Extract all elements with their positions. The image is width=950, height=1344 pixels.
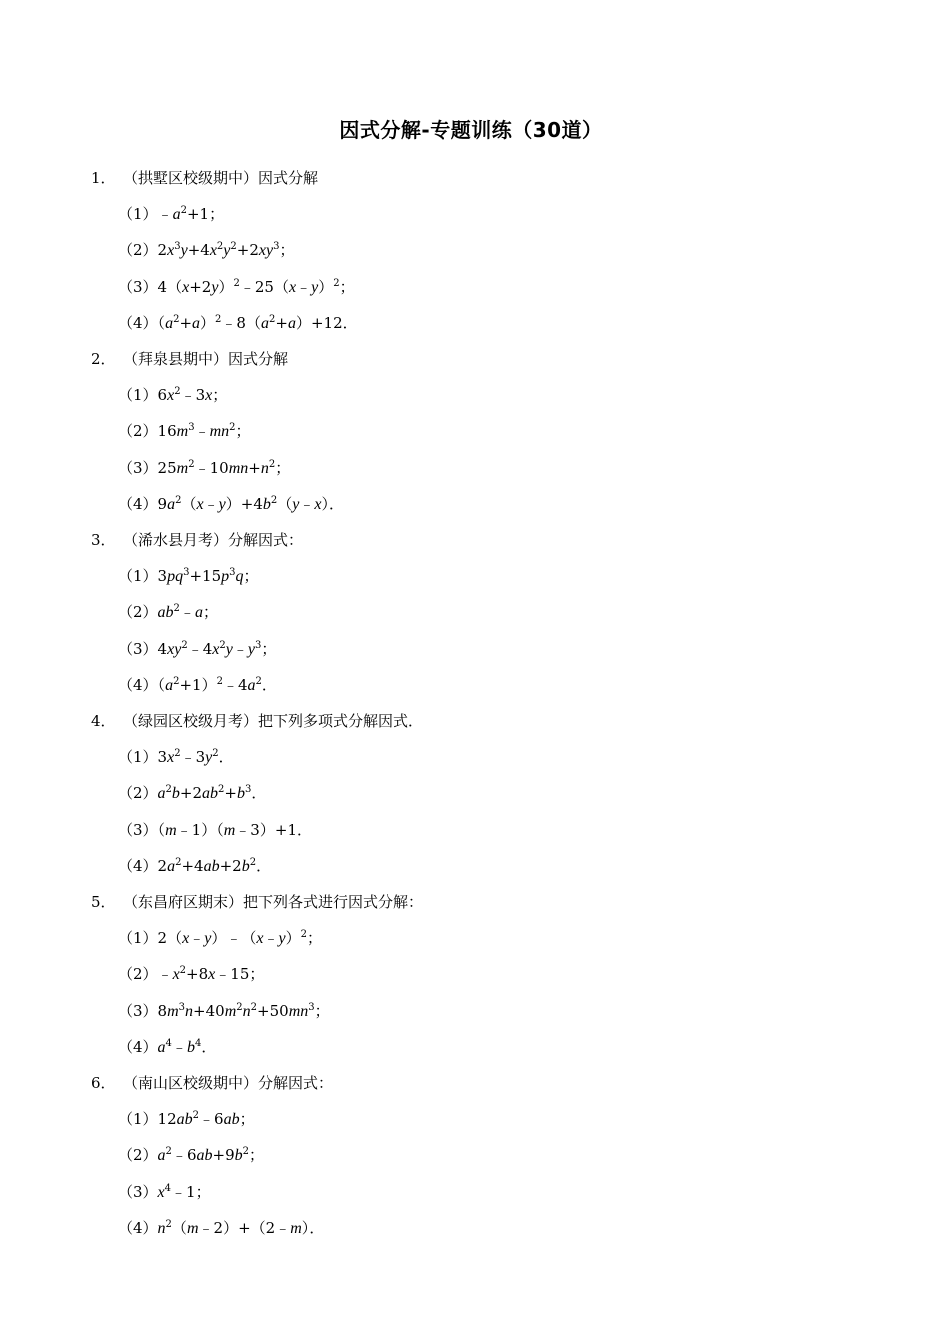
question-number: 6． [91,1074,116,1092]
sub-item: $(1)3x^2﹣3y^2$． [118,748,234,767]
sub-item: $(1)3pq^3+15p^3q$； [118,567,259,586]
question-1 [91,168,318,188]
sub-item: $(3)4(x+2y)^2﹣25(x﹣y)^2$； [118,277,355,296]
question-number: 5． [91,893,116,911]
sub-item: $(4)(a^2+a)^2﹣8(a^2+a)+12$． [118,313,358,332]
question-3 [91,530,303,550]
sub-item: $(3)4xy^2﹣4x^2y﹣y^3$； [118,639,277,658]
sub-item: $(1)12ab^2﹣6ab$； [118,1110,255,1129]
question-text: （东昌府区期末）把下列各式进行因式分解： [123,893,424,911]
sub-item: $(2)a^2﹣6ab+9b^2$； [118,1146,264,1165]
sub-item: $(3)25m^2﹣10mn+n^2$； [118,458,291,477]
question-number: 1． [91,169,116,187]
question-5 [91,892,423,912]
page-title: 因式分解-专题训练（30道） [339,118,603,142]
question-4 [91,711,423,731]
sub-item: $(2)ab^2﹣a$； [118,603,218,622]
question-text: （绿园区校级月考）把下列多项式分解因式． [123,712,424,730]
sub-item: $(2)16m^3﹣mn^2$； [118,422,251,441]
sub-item: $(4)(a^2+1)^2﹣4a^2$． [118,675,277,694]
sub-item: $(3)8m^3n+40m^2n^2+50mn^3$； [118,1001,330,1020]
sub-item: （3）（m﹣1）（m﹣3）+1． [118,820,312,839]
question-number: 2． [91,350,116,368]
question-text: （南山区校级期中）分解因式： [123,1074,334,1092]
sub-item: $(3)x^4﹣1$； [118,1182,211,1201]
question-text: （拜泉县期中）因式分解 [123,350,289,368]
sub-item: $(1)6x^2﹣3x$； [118,386,228,405]
question-number: 3． [91,531,116,549]
sub-item: $(2)2x^3y+4x^2y^2+2xy^3$； [118,241,295,260]
sub-item: （1）2（x﹣y）﹣（x﹣y）$^2$； [118,929,323,948]
sub-item: $(2)a^2b+2ab^2+b^3$． [118,784,267,803]
sub-item: $(4)n^2(m﹣2)+(2﹣m)$． [118,1218,325,1237]
question-2 [91,349,288,369]
sub-item: $(1)﹣a^2+1$； [118,205,225,224]
sub-item: $(4)2a^2+4ab+2b^2$． [118,856,272,875]
sub-item: $(2)﹣x^2+8x﹣15$； [118,965,265,984]
sub-item: $(4)9a^2(x﹣y)+4b^2(y﹣x)$． [118,494,345,513]
question-6 [91,1073,333,1093]
question-text: （浠水县月考）分解因式： [123,531,304,549]
question-number: 4． [91,712,116,730]
question-text: （拱墅区校级期中）因式分解 [123,169,319,187]
sub-item: $(4)a^4﹣b^4$． [118,1037,217,1056]
